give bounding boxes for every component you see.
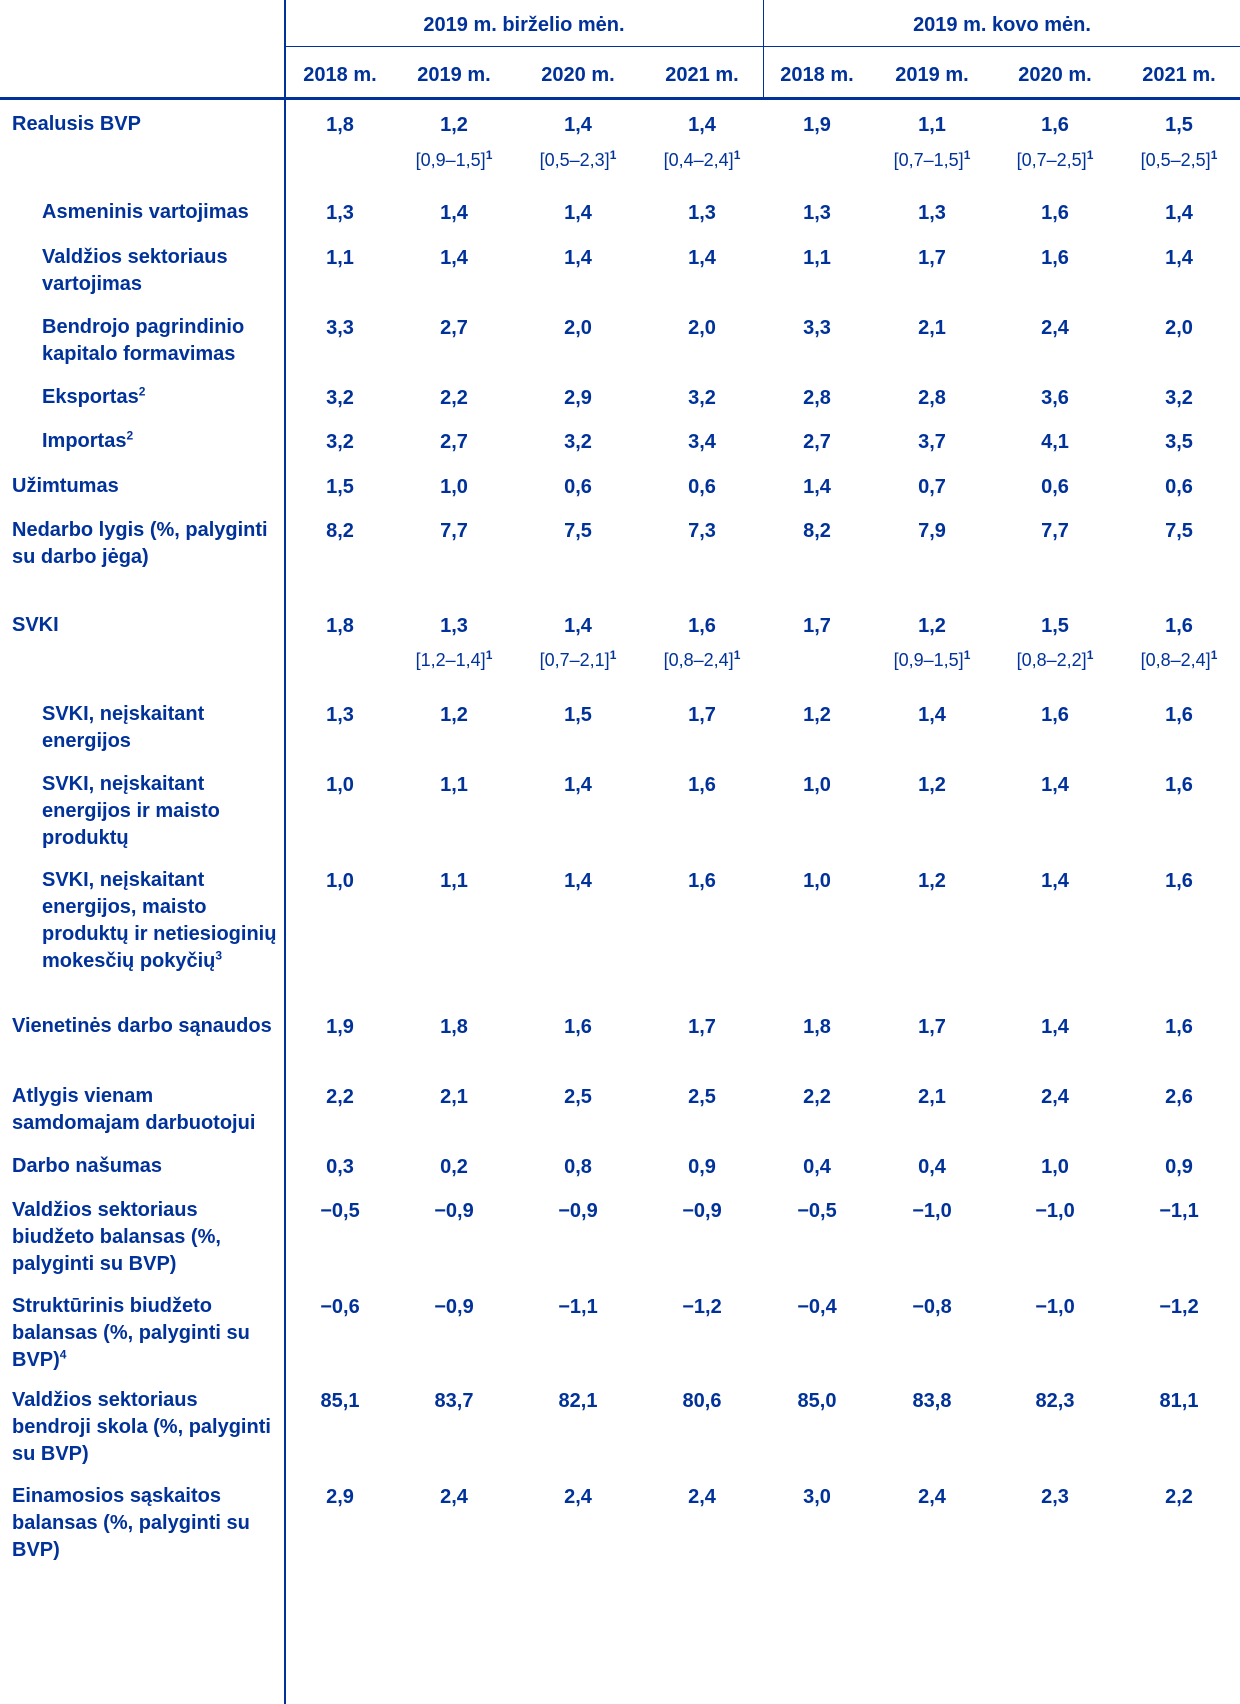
row-label-text: Bendrojo pagrindinio kapitalo formavimas	[42, 316, 245, 365]
range-cell	[872, 650, 992, 671]
value-cell: 0,2	[440, 1156, 468, 1178]
row-label	[12, 1153, 282, 1180]
row-label	[42, 867, 282, 975]
value-cell: 1,8	[326, 615, 354, 637]
row-label	[42, 199, 282, 226]
row-label-text: SVKI	[12, 614, 59, 636]
range-cell	[518, 150, 638, 171]
year-header: 2019 m.	[895, 64, 969, 86]
footnote-marker: 1	[485, 648, 493, 662]
value-cell: 1,4	[688, 114, 716, 136]
year-header: 2020 m.	[541, 64, 615, 86]
value-cell: 0,8	[564, 1156, 592, 1178]
value-cell: 3,4	[688, 431, 716, 453]
footnote-marker: 1	[609, 148, 617, 162]
value-cell: 1,4	[688, 247, 716, 269]
value-cell: 1,6	[688, 774, 716, 796]
value-cell: 1,7	[803, 615, 831, 637]
value-cell: 1,4	[1041, 774, 1069, 796]
value-cell: 8,2	[803, 520, 831, 542]
value-cell: 1,4	[564, 774, 592, 796]
value-cell: 1,2	[440, 114, 468, 136]
value-cell: 4,1	[1041, 431, 1069, 453]
value-cell: 1,6	[688, 870, 716, 892]
value-cell: 1,2	[918, 615, 946, 637]
range-cell	[394, 650, 514, 671]
value-cell: 2,1	[918, 1086, 946, 1108]
range-text: [1,2–1,4]	[415, 650, 486, 670]
range-text: [0,7–2,1]	[539, 650, 610, 670]
value-cell: 1,2	[918, 870, 946, 892]
value-cell: 3,7	[918, 431, 946, 453]
value-cell: 2,5	[564, 1086, 592, 1108]
value-cell: 1,4	[1041, 1016, 1069, 1038]
value-cell: 7,3	[688, 520, 716, 542]
value-cell: −1,1	[558, 1296, 598, 1318]
value-cell: 1,4	[440, 247, 468, 269]
value-cell: 0,4	[803, 1156, 831, 1178]
value-cell: 1,6	[564, 1016, 592, 1038]
year-header: 2018 m.	[780, 64, 854, 86]
value-cell: 80,6	[682, 1390, 722, 1412]
row-label	[12, 1197, 282, 1278]
range-cell	[1119, 150, 1239, 171]
footnote-marker: 1	[1210, 148, 1218, 162]
value-cell: 1,2	[440, 704, 468, 726]
value-cell: 3,2	[326, 431, 354, 453]
value-cell: 1,3	[688, 202, 716, 224]
year-header: 2021 m.	[1142, 64, 1216, 86]
value-cell: 1,1	[440, 870, 468, 892]
value-cell: 1,3	[918, 202, 946, 224]
value-cell: 1,0	[803, 774, 831, 796]
value-cell: 0,9	[1165, 1156, 1193, 1178]
value-cell: 2,2	[803, 1086, 831, 1108]
value-cell: 2,8	[918, 387, 946, 409]
year-header: 2018 m.	[303, 64, 377, 86]
value-cell: 1,7	[688, 1016, 716, 1038]
range-text: [0,7–1,5]	[893, 150, 964, 170]
row-label	[42, 314, 282, 368]
row-label-text: Realusis BVP	[12, 113, 141, 135]
row-label	[12, 612, 282, 639]
value-cell: 2,4	[1041, 317, 1069, 339]
value-cell: 2,6	[1165, 1086, 1193, 1108]
value-cell: −0,9	[434, 1200, 474, 1222]
row-label	[12, 1013, 282, 1040]
value-cell: 1,8	[440, 1016, 468, 1038]
value-cell: 1,6	[1165, 615, 1193, 637]
value-cell: 1,4	[1165, 202, 1193, 224]
year-header: 2019 m.	[417, 64, 491, 86]
value-cell: 0,4	[918, 1156, 946, 1178]
range-cell	[995, 650, 1115, 671]
header-bottom-rule	[0, 97, 1240, 100]
value-cell: −0,8	[912, 1296, 952, 1318]
range-text: [0,5–2,3]	[539, 150, 610, 170]
row-label	[12, 1293, 282, 1374]
value-cell: 1,0	[326, 870, 354, 892]
value-cell: 1,1	[440, 774, 468, 796]
row-label	[42, 384, 282, 411]
value-cell: 7,9	[918, 520, 946, 542]
value-cell: 1,5	[1165, 114, 1193, 136]
value-cell: 8,2	[326, 520, 354, 542]
row-label	[12, 1483, 282, 1564]
value-cell: 3,2	[1165, 387, 1193, 409]
value-cell: 81,1	[1159, 1390, 1199, 1412]
row-label	[42, 244, 282, 298]
value-cell: 3,3	[803, 317, 831, 339]
value-cell: 1,5	[564, 704, 592, 726]
value-cell: 2,7	[440, 317, 468, 339]
value-cell: 85,0	[797, 1390, 837, 1412]
value-cell: 2,0	[1165, 317, 1193, 339]
value-cell: −0,9	[558, 1200, 598, 1222]
value-cell: 1,4	[440, 202, 468, 224]
value-cell: −1,1	[1159, 1200, 1199, 1222]
footnote-marker: 3	[215, 948, 223, 963]
value-cell: 1,4	[1041, 870, 1069, 892]
value-cell: 1,4	[803, 476, 831, 498]
value-cell: 0,9	[688, 1156, 716, 1178]
range-cell	[995, 150, 1115, 171]
row-label-text: Nedarbo lygis (%, palyginti su darbo jėga)	[12, 519, 268, 568]
value-cell: 7,7	[1041, 520, 1069, 542]
range-text: [0,9–1,5]	[893, 650, 964, 670]
value-cell: 0,6	[1165, 476, 1193, 498]
value-cell: 1,9	[803, 114, 831, 136]
group-header-june: 2019 m. birželio mėn.	[423, 14, 625, 36]
value-cell: 2,4	[440, 1486, 468, 1508]
row-label-text: SVKI, neįskaitant energijos, maisto produktų ir netiesioginių mokesčių pokyčių	[42, 869, 277, 972]
range-cell	[1119, 650, 1239, 671]
range-text: [0,8–2,4]	[1140, 650, 1211, 670]
range-cell	[642, 150, 762, 171]
row-label-text: Valdžios sektoriaus biudžeto balansas (%, palyginti su BVP)	[12, 1199, 221, 1275]
row-label-text: Valdžios sektoriaus bendroji skola (%, palyginti su BVP)	[12, 1389, 271, 1465]
row-label-text: Struktūrinis biudžeto balansas (%, palyginti su BVP)	[12, 1295, 250, 1371]
value-cell: −0,4	[797, 1296, 837, 1318]
value-cell: 1,4	[918, 704, 946, 726]
range-cell	[642, 650, 762, 671]
row-label	[42, 701, 282, 755]
value-cell: 1,5	[1041, 615, 1069, 637]
value-cell: 2,2	[440, 387, 468, 409]
range-text: [0,5–2,5]	[1140, 150, 1211, 170]
value-cell: −0,5	[320, 1200, 360, 1222]
value-cell: −1,0	[1035, 1296, 1075, 1318]
value-cell: 82,3	[1035, 1390, 1075, 1412]
row-label	[42, 771, 282, 852]
value-cell: 0,7	[918, 476, 946, 498]
value-cell: −1,2	[682, 1296, 722, 1318]
range-cell	[518, 650, 638, 671]
value-cell: 1,6	[1165, 774, 1193, 796]
range-text: [0,4–2,4]	[663, 150, 734, 170]
value-cell: −1,0	[1035, 1200, 1075, 1222]
value-cell: 2,7	[440, 431, 468, 453]
value-cell: 3,2	[564, 431, 592, 453]
year-header: 2021 m.	[665, 64, 739, 86]
value-cell: 2,4	[688, 1486, 716, 1508]
footnote-marker: 1	[485, 148, 493, 162]
range-text: [0,8–2,2]	[1016, 650, 1087, 670]
footnote-marker: 1	[609, 648, 617, 662]
range-text: [0,8–2,4]	[663, 650, 734, 670]
value-cell: −0,9	[682, 1200, 722, 1222]
value-cell: 0,6	[564, 476, 592, 498]
footnote-marker: 2	[126, 428, 134, 443]
value-cell: −0,5	[797, 1200, 837, 1222]
row-label-text: Užimtumas	[12, 475, 119, 497]
value-cell: 1,4	[564, 615, 592, 637]
group-header-march: 2019 m. kovo mėn.	[913, 14, 1091, 36]
range-cell	[872, 150, 992, 171]
value-cell: 1,6	[1041, 202, 1069, 224]
value-cell: 82,1	[558, 1390, 598, 1412]
row-label-text: Valdžios sektoriaus vartojimas	[42, 246, 228, 295]
row-label	[12, 517, 282, 571]
value-cell: 0,6	[688, 476, 716, 498]
value-cell: 1,1	[803, 247, 831, 269]
row-label-text: Atlygis vienam samdomajam darbuotojui	[12, 1085, 256, 1134]
row-label-text: Einamosios sąskaitos balansas (%, palyginti su BVP)	[12, 1485, 250, 1561]
value-cell: 1,8	[803, 1016, 831, 1038]
range-text: [0,7–2,5]	[1016, 150, 1087, 170]
row-label	[42, 428, 282, 455]
value-cell: 7,5	[1165, 520, 1193, 542]
row-label	[12, 473, 282, 500]
value-cell: 1,4	[564, 870, 592, 892]
footnote-marker: 4	[59, 1347, 67, 1362]
value-cell: 1,3	[803, 202, 831, 224]
value-cell: 1,0	[803, 870, 831, 892]
value-cell: 1,2	[803, 704, 831, 726]
row-label-text: Asmeninis vartojimas	[42, 201, 249, 223]
value-cell: 2,2	[1165, 1486, 1193, 1508]
row-label-text: Importas	[42, 430, 127, 452]
value-cell: 1,3	[326, 704, 354, 726]
value-cell: 2,5	[688, 1086, 716, 1108]
value-cell: 3,2	[326, 387, 354, 409]
value-cell: 2,7	[803, 431, 831, 453]
value-cell: 1,7	[918, 1016, 946, 1038]
value-cell: 1,0	[1041, 1156, 1069, 1178]
value-cell: 0,3	[326, 1156, 354, 1178]
row-label-text: SVKI, neįskaitant energijos	[42, 703, 205, 752]
value-cell: 3,0	[803, 1486, 831, 1508]
value-cell: 1,6	[1041, 704, 1069, 726]
value-cell: 2,0	[564, 317, 592, 339]
year-header: 2020 m.	[1018, 64, 1092, 86]
value-cell: 7,7	[440, 520, 468, 542]
value-cell: 2,0	[688, 317, 716, 339]
footnote-marker: 2	[138, 384, 146, 399]
row-label-text: Darbo našumas	[12, 1155, 163, 1177]
value-cell: 1,4	[1165, 247, 1193, 269]
value-cell: 2,2	[326, 1086, 354, 1108]
row-label	[12, 111, 282, 138]
row-label	[12, 1387, 282, 1468]
range-text: [0,9–1,5]	[415, 150, 486, 170]
value-cell: −1,2	[1159, 1296, 1199, 1318]
value-cell: 85,1	[320, 1390, 360, 1412]
value-cell: 2,1	[440, 1086, 468, 1108]
footnote-marker: 1	[963, 648, 971, 662]
footnote-marker: 1	[1210, 648, 1218, 662]
value-cell: 3,3	[326, 317, 354, 339]
value-cell: 2,9	[564, 387, 592, 409]
value-cell: 1,7	[688, 704, 716, 726]
value-cell: 2,8	[803, 387, 831, 409]
value-cell: 7,5	[564, 520, 592, 542]
value-cell: 1,6	[1041, 247, 1069, 269]
row-label-text: Eksportas	[42, 386, 139, 408]
footnote-marker: 1	[733, 148, 741, 162]
value-cell: 2,1	[918, 317, 946, 339]
value-cell: 2,4	[918, 1486, 946, 1508]
value-cell: 1,3	[440, 615, 468, 637]
value-cell: 1,6	[688, 615, 716, 637]
value-cell: −0,6	[320, 1296, 360, 1318]
value-cell: 1,0	[326, 774, 354, 796]
value-cell: 1,7	[918, 247, 946, 269]
row-label-text: Vienetinės darbo sąnaudos	[12, 1015, 272, 1037]
row-label-text: SVKI, neįskaitant energijos ir maisto produktų	[42, 773, 220, 849]
value-cell: −1,0	[912, 1200, 952, 1222]
value-cell: 1,0	[440, 476, 468, 498]
footnote-marker: 1	[963, 148, 971, 162]
value-cell: 1,5	[326, 476, 354, 498]
row-label	[12, 1083, 282, 1137]
value-cell: 83,8	[912, 1390, 952, 1412]
value-cell: 1,3	[326, 202, 354, 224]
value-cell: 0,6	[1041, 476, 1069, 498]
range-cell	[394, 150, 514, 171]
footnote-marker: 1	[1086, 648, 1094, 662]
value-cell: 1,6	[1165, 1016, 1193, 1038]
value-cell: 1,1	[326, 247, 354, 269]
value-cell: 1,4	[564, 114, 592, 136]
value-cell: 1,8	[326, 114, 354, 136]
value-cell: 2,9	[326, 1486, 354, 1508]
value-cell: −0,9	[434, 1296, 474, 1318]
value-cell: 1,6	[1041, 114, 1069, 136]
value-cell: 2,4	[564, 1486, 592, 1508]
value-cell: 1,1	[918, 114, 946, 136]
value-cell: 1,6	[1165, 870, 1193, 892]
footnote-marker: 1	[733, 648, 741, 662]
value-cell: 3,6	[1041, 387, 1069, 409]
value-cell: 1,2	[918, 774, 946, 796]
value-cell: 1,4	[564, 202, 592, 224]
value-cell: 3,5	[1165, 431, 1193, 453]
value-cell: 2,4	[1041, 1086, 1069, 1108]
value-cell: 1,4	[564, 247, 592, 269]
value-cell: 83,7	[434, 1390, 474, 1412]
value-cell: 3,2	[688, 387, 716, 409]
footnote-marker: 1	[1086, 148, 1094, 162]
value-cell: 2,3	[1041, 1486, 1069, 1508]
value-cell: 1,6	[1165, 704, 1193, 726]
value-cell: 1,9	[326, 1016, 354, 1038]
